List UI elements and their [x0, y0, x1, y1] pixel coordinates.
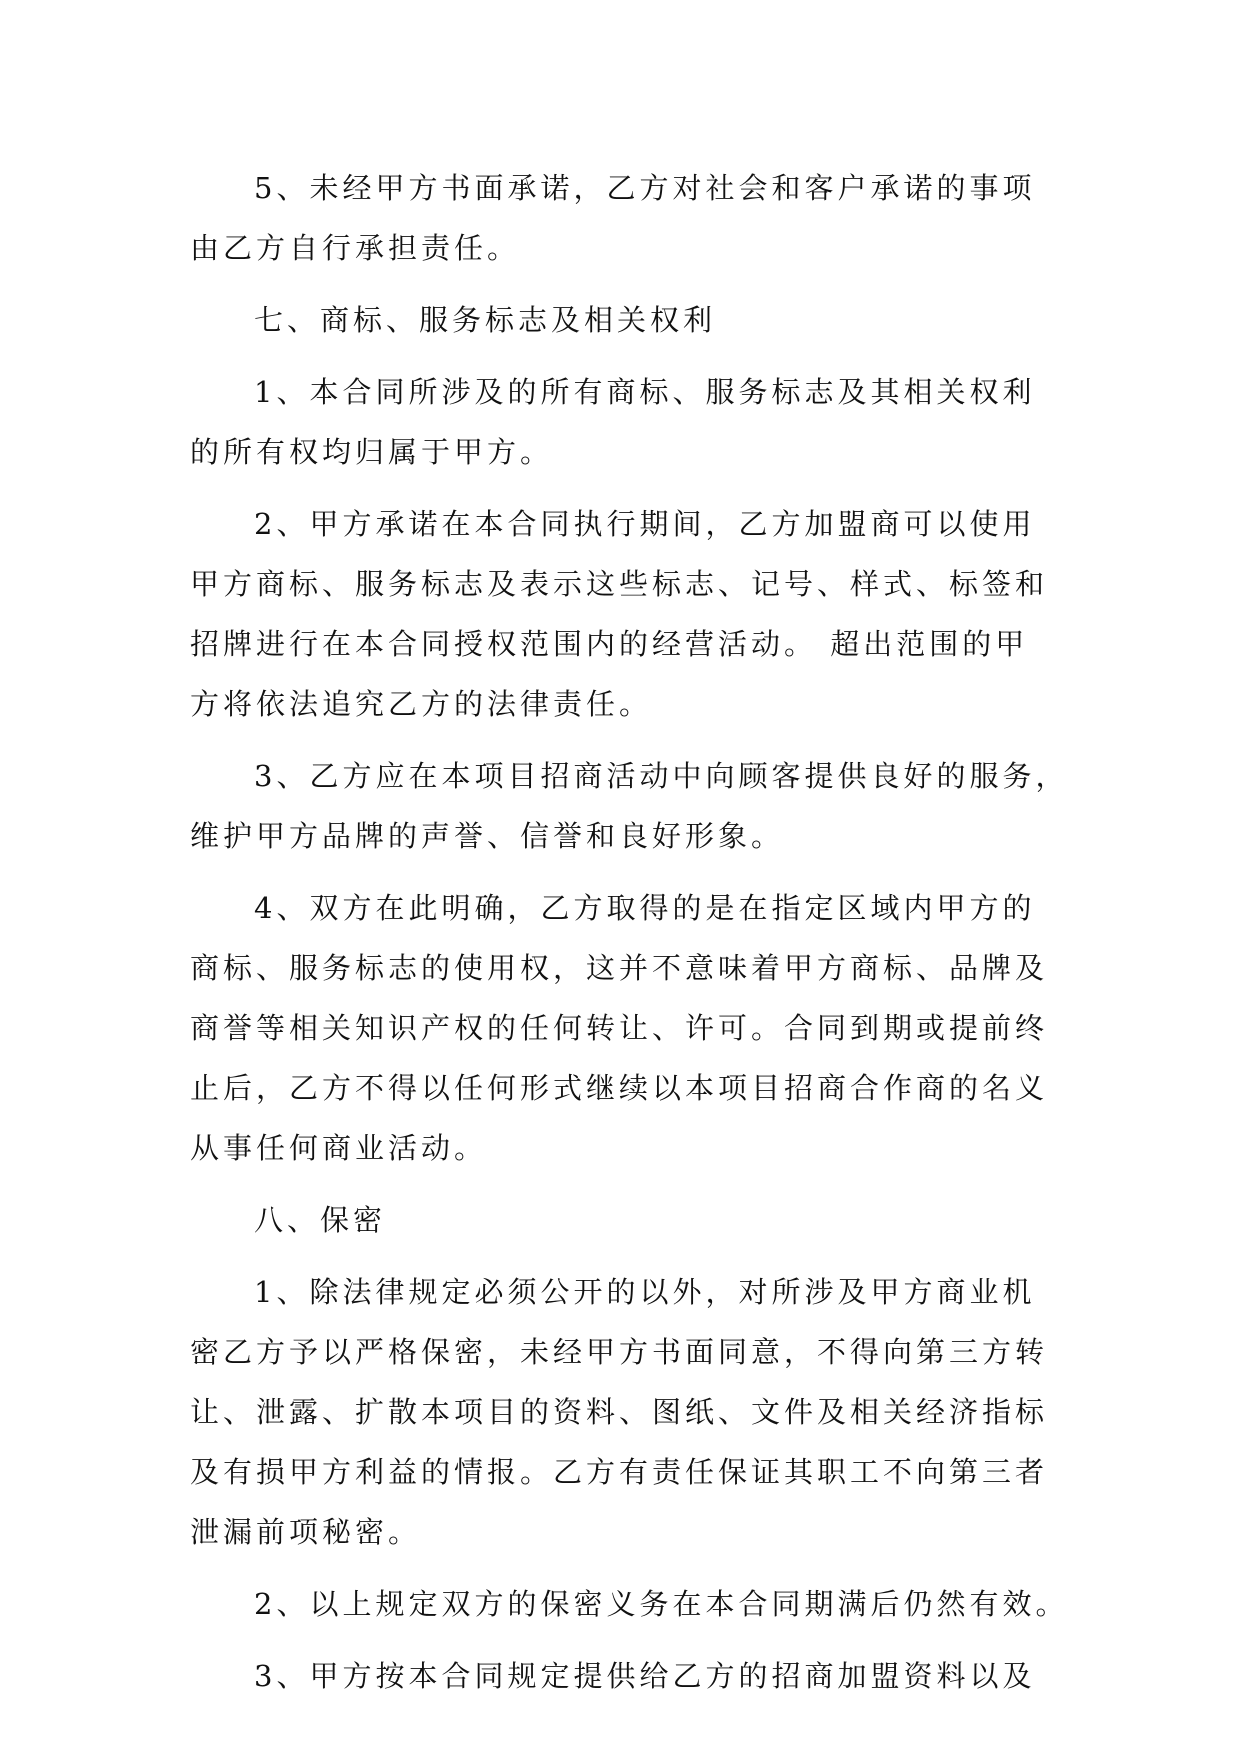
paragraph-line: 由乙方自行承担责任。 — [190, 231, 521, 265]
paragraph-line: 密乙方予以严格保密，未经甲方书面同意，不得向第三方转 — [190, 1335, 1049, 1369]
paragraph-spacer — [190, 278, 1070, 290]
document-body — [190, 158, 1070, 1706]
paragraph-line: 的所有权均归属于甲方。 — [190, 435, 554, 469]
clause-paragraph — [190, 1262, 1070, 1562]
paragraph-line: 及有损甲方利益的情报。乙方有责任保证其职工不向第三者 — [190, 1455, 1049, 1489]
paragraph-line: 商誉等相关知识产权的任何转让、许可。合同到期或提前终 — [190, 1011, 1049, 1045]
paragraph-line: 维护甲方品牌的声誉、信誉和良好形象。 — [190, 819, 785, 853]
paragraph-line: 甲方商标、服务标志及表示这些标志、记号、样式、标签和 — [190, 567, 1049, 601]
clause-paragraph — [190, 158, 1070, 278]
clause-paragraph — [190, 494, 1070, 734]
paragraph-line: 方将依法追究乙方的法律责任。 — [190, 687, 653, 721]
heading-text: 八、保密 — [254, 1203, 387, 1237]
clause-paragraph — [190, 1646, 1070, 1706]
paragraph-line: 让、泄露、扩散本项目的资料、图纸、文件及相关经济指标 — [190, 1395, 1049, 1429]
clause-paragraph — [190, 878, 1070, 1178]
paragraph-line: 5、未经甲方书面承诺，乙方对社会和客户承诺的事项 — [254, 171, 1036, 205]
paragraph-line: 3、甲方按本合同规定提供给乙方的招商加盟资料以及 — [254, 1659, 1036, 1693]
paragraph-line: 商标、服务标志的使用权，这并不意味着甲方商标、品牌及 — [190, 951, 1049, 985]
paragraph-spacer — [190, 1562, 1070, 1574]
section-heading — [190, 1190, 1070, 1250]
paragraph-line: 3、乙方应在本项目招商活动中向顾客提供良好的服务， — [254, 759, 1069, 793]
paragraph-line: 泄漏前项秘密。 — [190, 1515, 422, 1549]
paragraph-spacer — [190, 1178, 1070, 1190]
paragraph-spacer — [190, 734, 1070, 746]
clause-paragraph — [190, 362, 1070, 482]
heading-text: 七、商标、服务标志及相关权利 — [254, 303, 717, 337]
paragraph-line: 1、除法律规定必须公开的以外，对所涉及甲方商业机 — [254, 1275, 1036, 1309]
paragraph-line: 4、双方在此明确，乙方取得的是在指定区域内甲方的 — [254, 891, 1036, 925]
paragraph-line: 招牌进行在本合同授权范围内的经营活动。 超出范围的甲 — [190, 627, 1029, 661]
paragraph-line: 2、以上规定双方的保密义务在本合同期满后仍然有效。 — [254, 1587, 1069, 1621]
section-heading — [190, 290, 1070, 350]
paragraph-line: 1、本合同所涉及的所有商标、服务标志及其相关权利 — [254, 375, 1036, 409]
paragraph-spacer — [190, 350, 1070, 362]
paragraph-spacer — [190, 1634, 1070, 1646]
paragraph-line: 2、甲方承诺在本合同执行期间，乙方加盟商可以使用 — [254, 507, 1036, 541]
paragraph-spacer — [190, 866, 1070, 878]
paragraph-spacer — [190, 1250, 1070, 1262]
paragraph-line: 从事任何商业活动。 — [190, 1131, 488, 1165]
clause-paragraph — [190, 1574, 1070, 1634]
clause-paragraph — [190, 746, 1070, 866]
paragraph-spacer — [190, 482, 1070, 494]
paragraph-line: 止后，乙方不得以任何形式继续以本项目招商合作商的名义 — [190, 1071, 1049, 1105]
